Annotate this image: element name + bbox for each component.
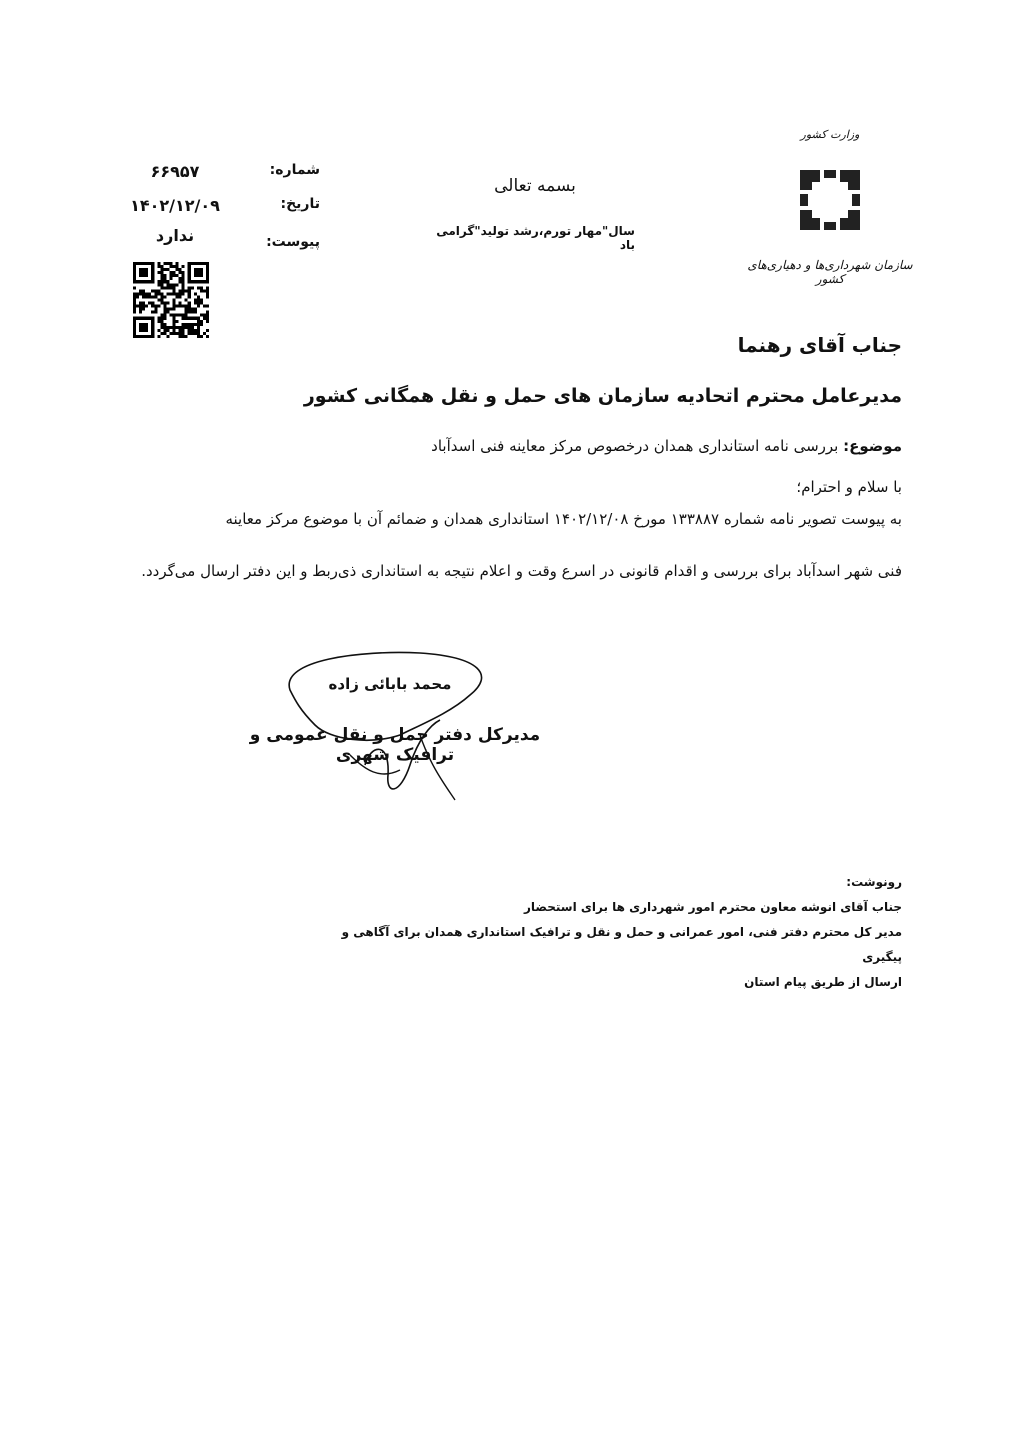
signer-title: مدیرکل دفتر حمل و نقل عمومی و ترافیک شهری xyxy=(249,725,541,765)
year-motto: سال"مهار تورم،رشد تولید"گرامی باد xyxy=(436,224,635,252)
basmala: بسمه تعالی xyxy=(494,176,576,196)
number-label: شماره: xyxy=(269,162,320,178)
cc-heading: رونوشت: xyxy=(846,875,902,889)
ministry-name: وزارت کشور xyxy=(800,128,860,141)
cc-item: مدیر کل محترم دفتر فنی، امور عمرانی و حمل و نقل و ترافیک استانداری همدان برای آگاهی و پیگیری xyxy=(341,925,902,964)
signer-name: محمد بابائی زاده xyxy=(328,675,452,693)
letter-attachment-row xyxy=(120,226,320,248)
cc-block xyxy=(302,870,902,995)
attachment-label: پیوست: xyxy=(266,234,320,250)
greeting: با سلام و احترام؛ xyxy=(796,478,902,496)
number-value: ۶۶۹۵۷ xyxy=(150,162,200,181)
letter-number-row xyxy=(120,162,320,184)
date-label: تاریخ: xyxy=(280,196,320,212)
recipient: جناب آقای رهنما xyxy=(737,333,902,357)
ministry-logo xyxy=(745,128,915,288)
subject-text: بررسی نامه استانداری همدان درخصوص مرکز معاینه فنی اسدآباد xyxy=(431,437,839,455)
qr-code xyxy=(133,262,209,338)
subject-line xyxy=(431,437,902,455)
attachment-value: ندارد xyxy=(155,226,195,245)
body-paragraph-line: فنی شهر اسدآباد برای بررسی و اقدام قانونی در اسرع وقت و اعلام نتیجه به استانداری ذی‌ربط و این دفتر ارسال می‌گردد. xyxy=(141,562,902,580)
cc-item: جناب آقای انوشه معاون محترم امور شهرداری ها برای استحضار xyxy=(524,900,902,914)
recipient-position: مدیرعامل محترم اتحادیه سازمان های حمل و نقل همگانی کشور xyxy=(303,385,902,407)
cc-item: ارسال از طریق پیام استان xyxy=(744,975,902,989)
body-paragraph-line: به پیوست تصویر نامه شماره ۱۳۳۸۸۷ مورخ ۱۴۰۲/۱۲/۰۸ استانداری همدان و ضمائم آن با موضوع مرکز معاینه xyxy=(225,510,902,528)
letter-date-row xyxy=(120,196,320,218)
subject-label: موضوع: xyxy=(843,437,902,455)
date-value: ۱۴۰۲/۱۲/۰۹ xyxy=(130,196,220,215)
organization-name: سازمان شهرداری‌ها و دهیاری‌های کشور xyxy=(747,258,913,286)
emblem-icon xyxy=(790,160,870,240)
